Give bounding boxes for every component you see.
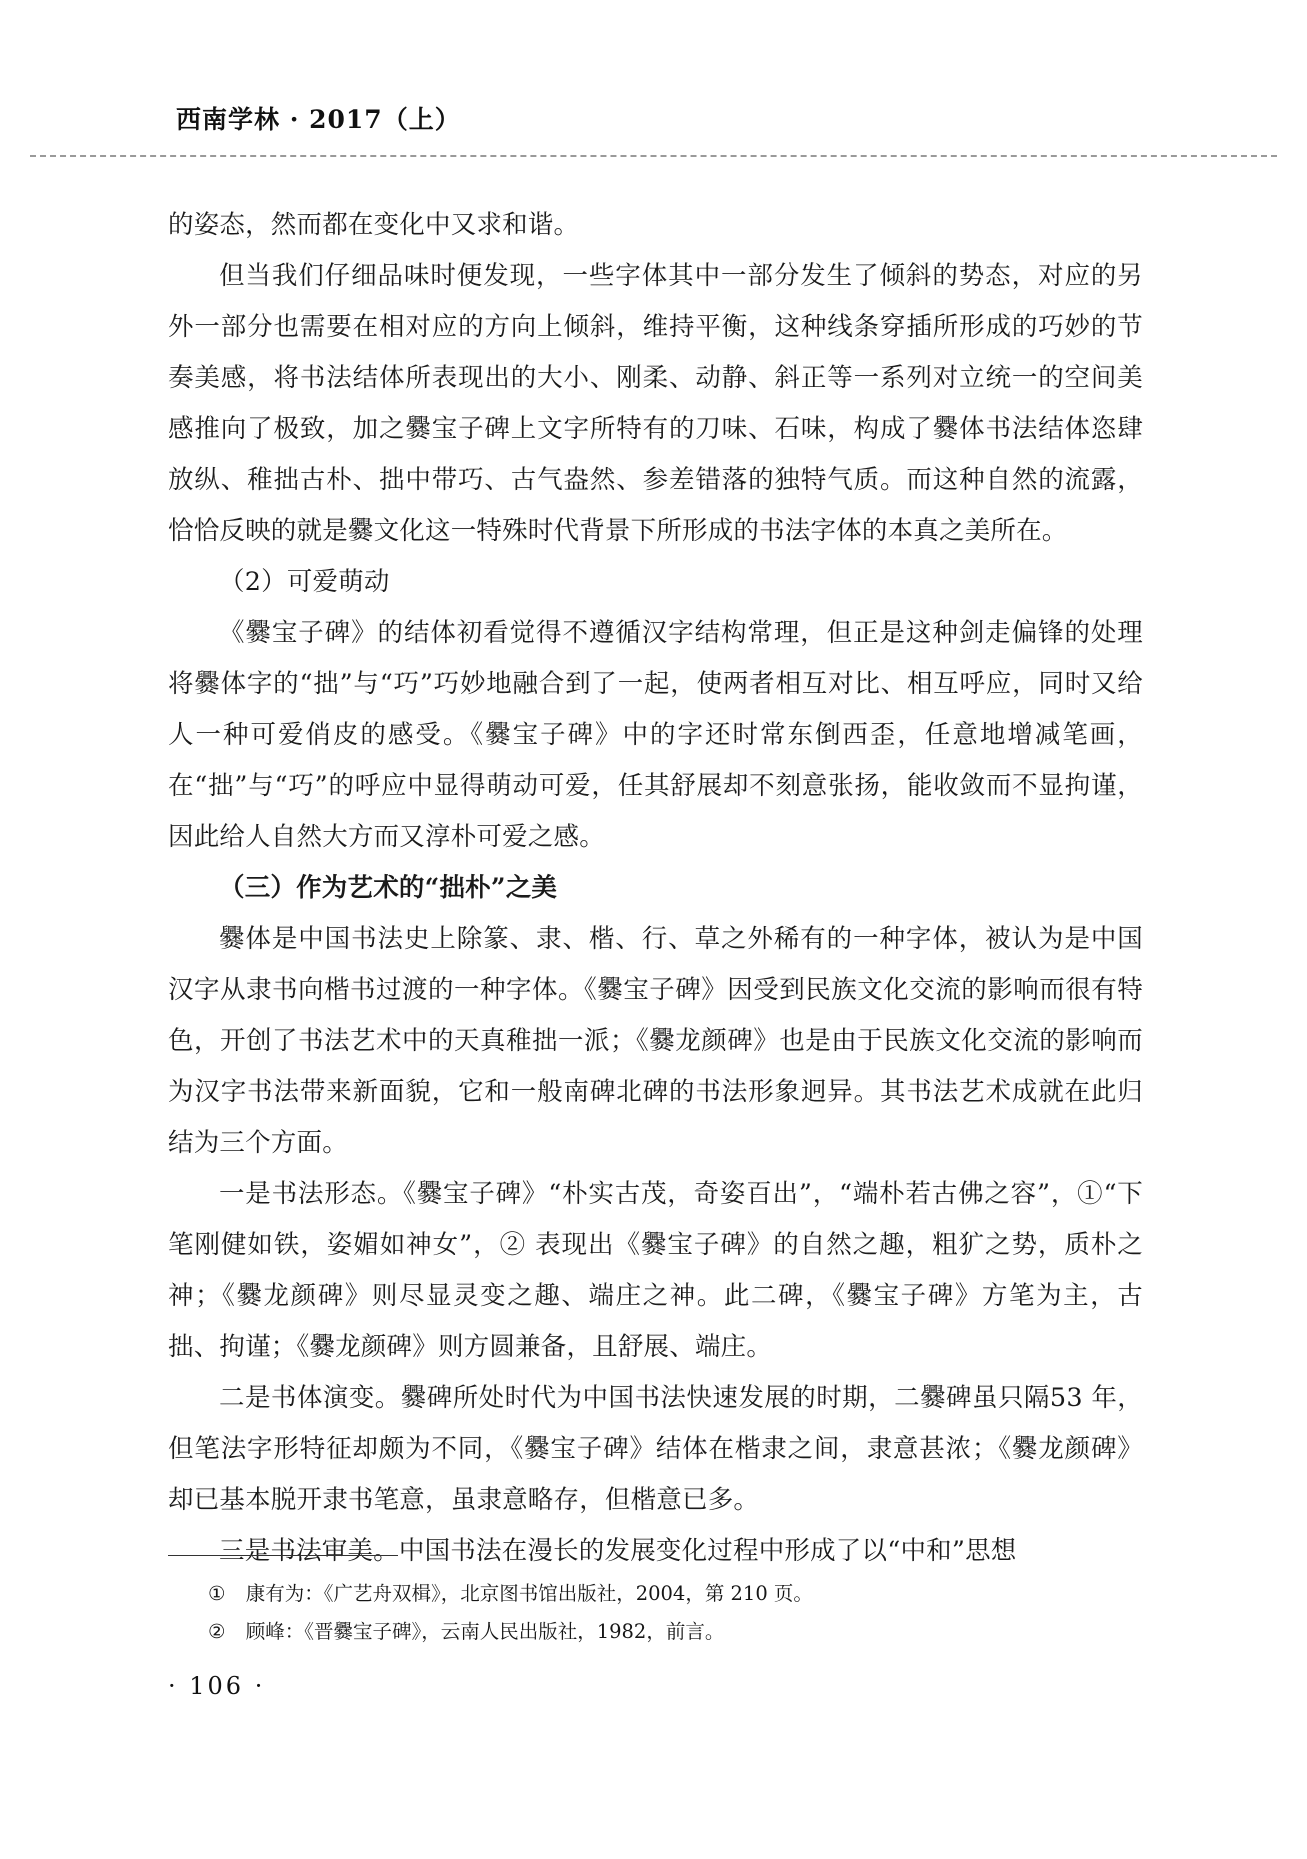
- section-heading: （三）作为艺术的“拙朴”之美: [219, 873, 558, 903]
- paragraph: 的姿态，然而都在变化中又求和谐。: [168, 210, 580, 240]
- footnote-divider: [168, 1555, 398, 1556]
- footnote-text: 顾峰：《晋爨宝子碑》，云南人民出版社，1982，前言。: [245, 1620, 725, 1643]
- header-divider: [30, 155, 1277, 157]
- footnote-marker: ②: [208, 1620, 226, 1643]
- page-header: [176, 100, 1131, 150]
- paragraph: （2）可爱萌动: [219, 567, 390, 597]
- paragraph: 《爨宝子碑》的结体初看觉得不遵循汉字结构常理，但正是这种剑走偏锋的处理将爨体字的“拙”与“巧”巧妙地融合到了一起，使两者相互对比、相互呼应，同时又给人一种可爱俏皮的感受。《爨宝子碑》中的字还时常东倒西歪，任意地增减笔画，在“拙”与“巧”的呼应中显得萌动可爱，任其舒展却不刻意张扬，能收敛而不显拘谨，因此给人自然大方而又淳朴可爱之感。: [168, 618, 1143, 852]
- paragraph: 但当我们仔细品味时便发现，一些字体其中一部分发生了倾斜的势态，对应的另外一部分也需要在相对应的方向上倾斜，维持平衡，这种线条穿插所形成的巧妙的节奏美感，将书法结体所表现出的大小、刚柔、动静、斜正等一系列对立统一的空间美感推向了极致，加之爨宝子碑上文字所特有的刀味、石味，构成了爨体书法结体恣肆放纵、稚拙古朴、拙中带巧、古气盎然、参差错落的独特气质。而这种自然的流露，恰恰反映的就是爨文化这一特殊时代背景下所形成的书法字体的本真之美所在。: [168, 261, 1143, 546]
- footnote-list: [168, 1575, 1148, 1651]
- footnote-marker: ①: [208, 1582, 226, 1605]
- page-body: [168, 200, 1143, 1577]
- paragraph: 爨体是中国书法史上除篆、隶、楷、行、草之外稀有的一种字体，被认为是中国汉字从隶书向楷书过渡的一种字体。《爨宝子碑》因受到民族文化交流的影响而很有特色，开创了书法艺术中的天真稚拙一派；《爨龙颜碑》也是由于民族文化交流的影响而为汉字书法带来新面貌，它和一般南碑北碑的书法形象迥异。其书法艺术成就在此归结为三个方面。: [168, 924, 1143, 1158]
- page-number: · 106 ·: [168, 1672, 266, 1700]
- footnote-text: 康有为：《广艺舟双楫》，北京图书馆出版社，2004，第 210 页。: [245, 1582, 813, 1605]
- paragraph: 二是书体演变。爨碑所处时代为中国书法快速发展的时期，二爨碑虽只隔53 年，但笔法字形特征却颇为不同，《爨宝子碑》结体在楷隶之间，隶意甚浓；《爨龙颜碑》却已基本脱开隶书笔意，虽隶意略存，但楷意已多。: [168, 1383, 1143, 1515]
- header-title: 西南学林 · 2017（上）: [176, 105, 461, 134]
- paragraph: 一是书法形态。《爨宝子碑》“朴实古茂，奇姿百出”，“端朴若古佛之容”，①“下笔刚健如铁，姿媚如神女”，② 表现出《爨宝子碑》的自然之趣，粗犷之势，质朴之神；《爨龙颜碑》则尽显灵变之趣、端庄之神。此二碑，《爨宝子碑》方笔为主，古拙、拘谨；《爨龙颜碑》则方圆兼备，且舒展、端庄。: [168, 1179, 1143, 1362]
- footnote-item: [168, 1613, 1148, 1651]
- footnote-item: [168, 1575, 1148, 1613]
- paragraph: 三是书法审美。中国书法在漫长的发展变化过程中形成了以“中和”思想: [219, 1536, 1017, 1566]
